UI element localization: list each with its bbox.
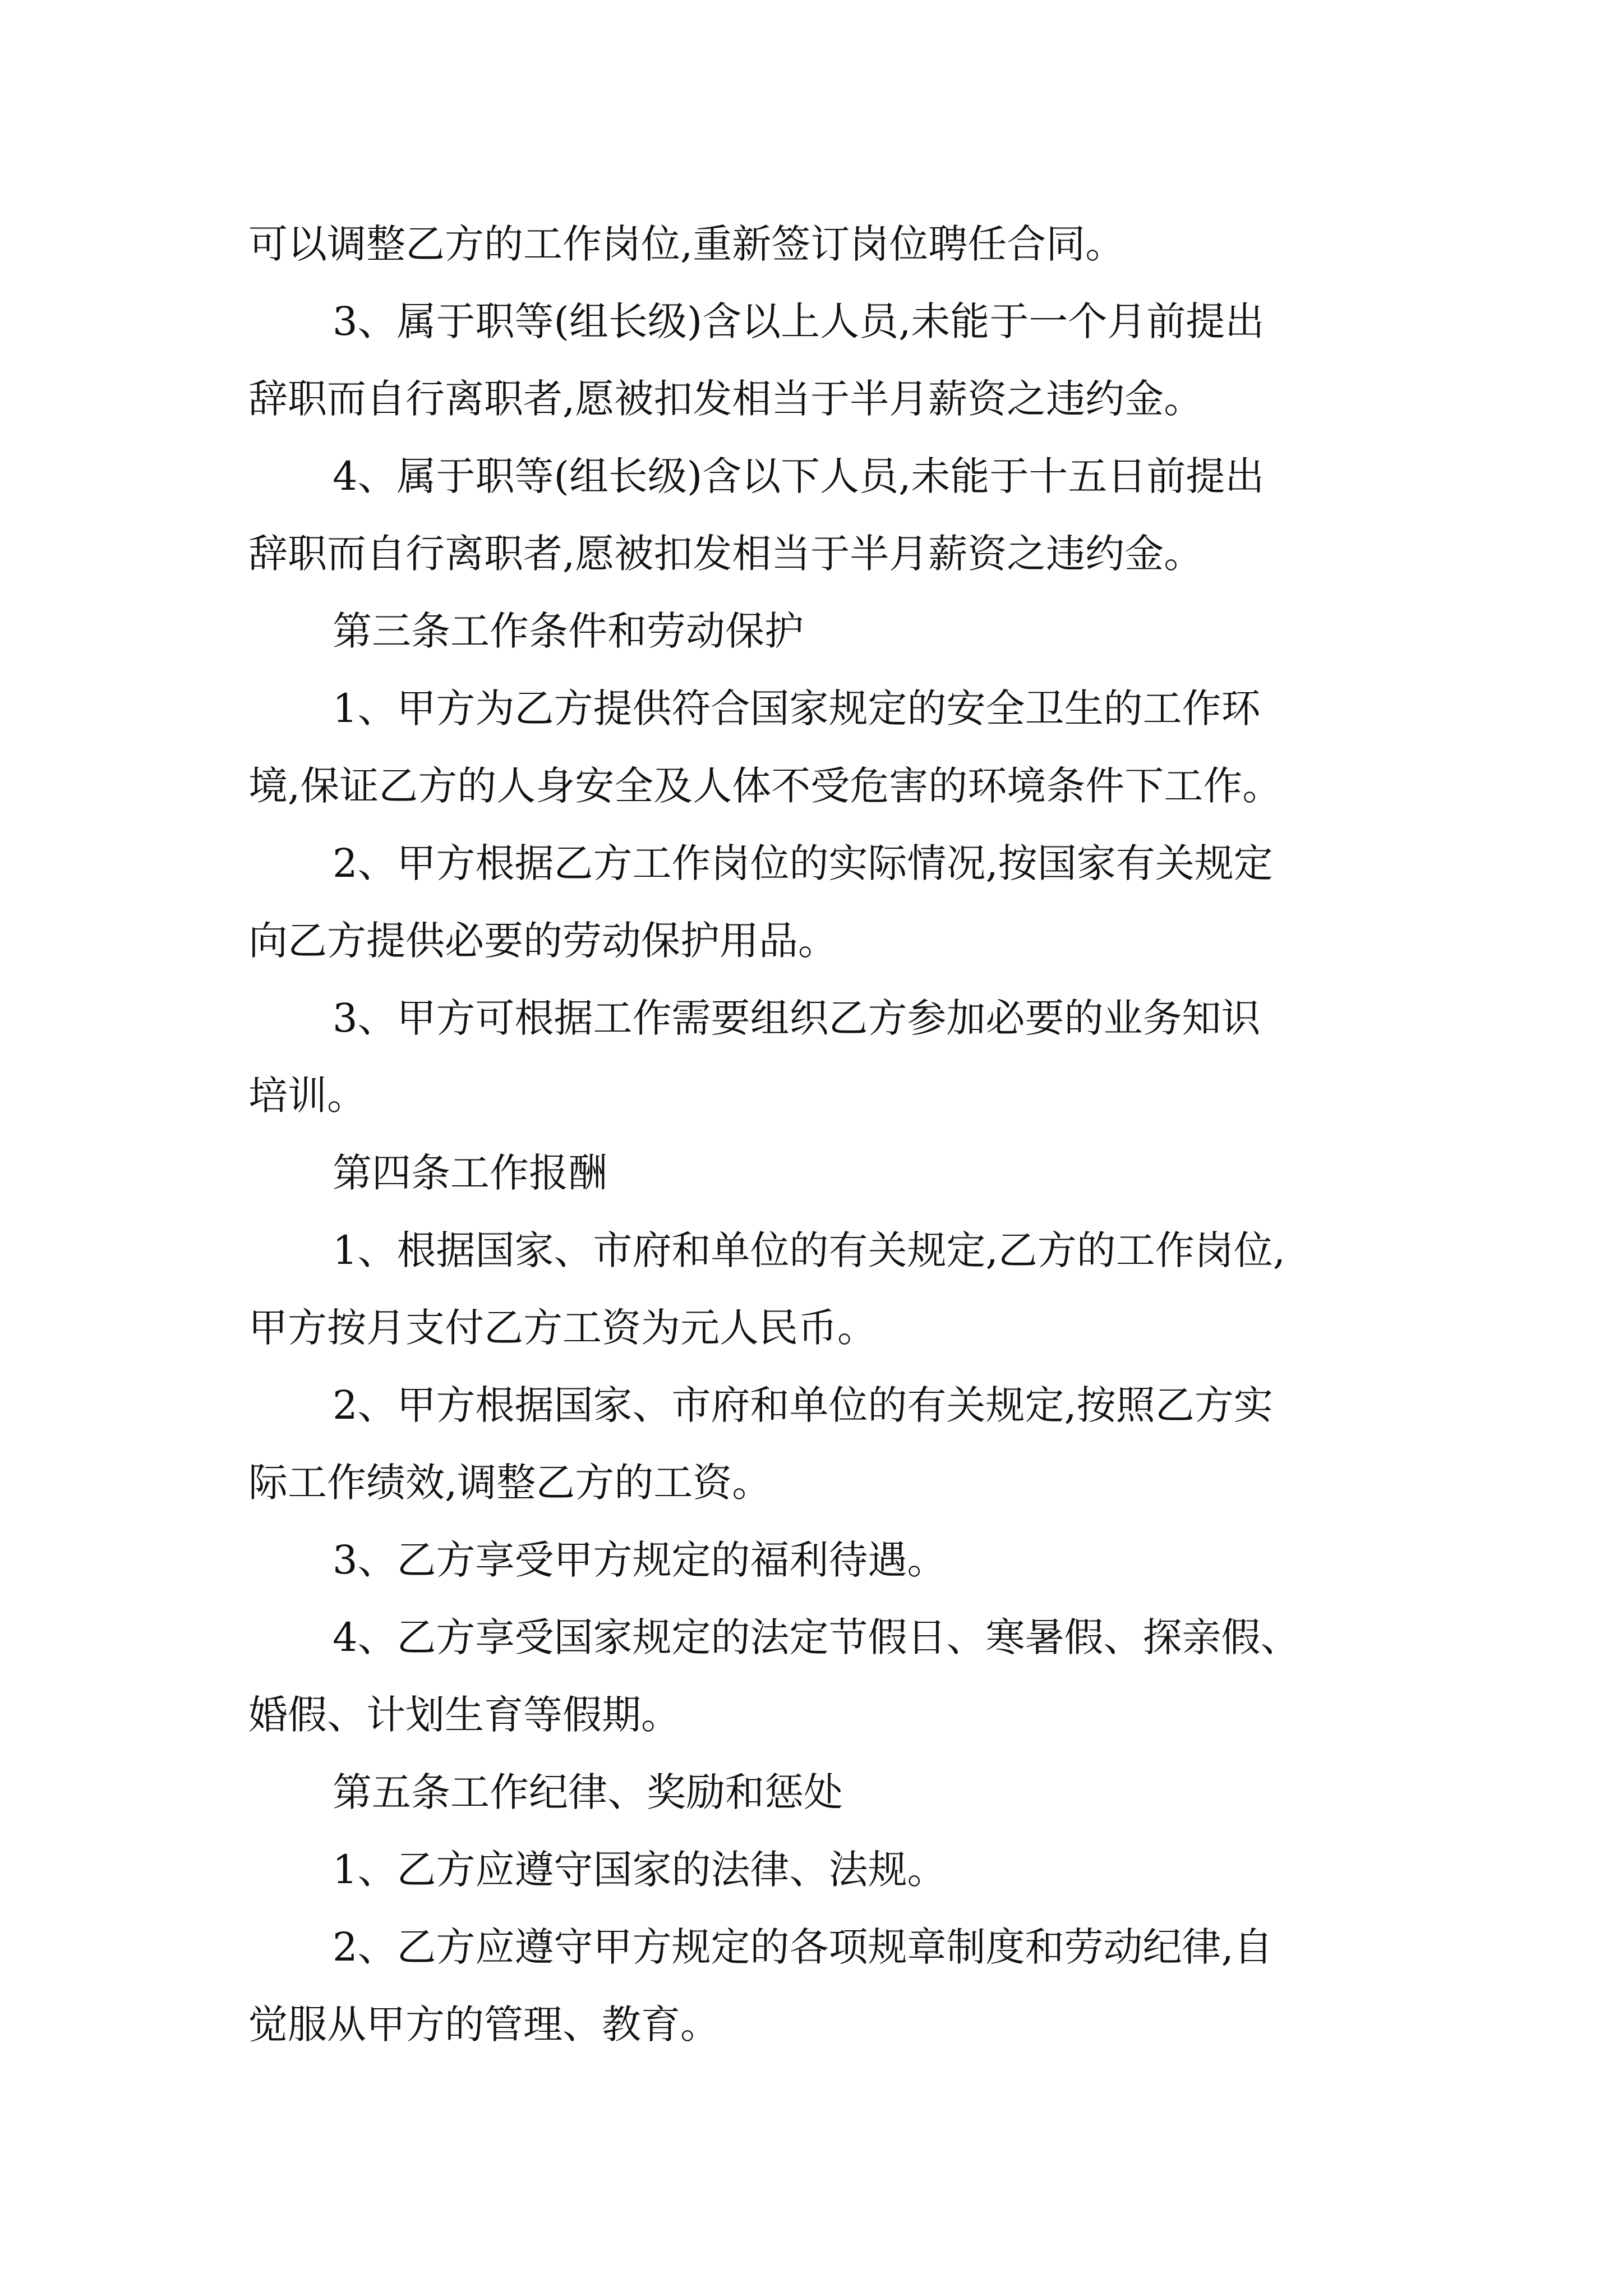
- section-heading: 第四条工作报酬: [333, 1150, 607, 1196]
- document-body: [248, 205, 1393, 2063]
- text-line: 辞职而自行离职者,愿被扣发相当于半月薪资之违约金。: [248, 531, 1204, 577]
- text-line: 4、乙方享受国家规定的法定节假日、寒暑假、探亲假、: [333, 1614, 1300, 1660]
- text-line: 1、甲方为乙方提供符合国家规定的安全卫生的工作环: [333, 685, 1261, 731]
- text-line: 觉服从甲方的管理、教育。: [248, 2001, 720, 2047]
- text-line: 向乙方提供必要的劳动保护用品。: [248, 918, 837, 964]
- text-line: 辞职而自行离职者,愿被扣发相当于半月薪资之违约金。: [248, 376, 1204, 422]
- text-line: 3、甲方可根据工作需要组织乙方参加必要的业务知识: [333, 995, 1261, 1041]
- text-line: 4、属于职等(组长级)含以下人员,未能于十五日前提出: [333, 453, 1265, 499]
- section-heading: 第五条工作纪律、奖励和惩处: [333, 1769, 843, 1815]
- text-line: 1、乙方应遵守国家的法律、法规。: [333, 1847, 947, 1893]
- text-line: 可以调整乙方的工作岗位,重新签订岗位聘任合同。: [248, 221, 1125, 267]
- text-line: 2、甲方根据乙方工作岗位的实际情况,按国家有关规定: [333, 840, 1273, 886]
- text-line: 际工作绩效,调整乙方的工资。: [248, 1460, 772, 1506]
- text-line: 3、属于职等(组长级)含以上人员,未能于一个月前提出: [333, 298, 1265, 344]
- section-heading: 第三条工作条件和劳动保护: [333, 608, 804, 654]
- text-line: 2、乙方应遵守甲方规定的各项规章制度和劳动纪律,自: [333, 1924, 1273, 1970]
- text-line: 培训。: [248, 1073, 366, 1119]
- text-line: 3、乙方享受甲方规定的福利待遇。: [333, 1537, 947, 1583]
- text-line: 境,保证乙方的人身安全及人体不受危害的环境条件下工作。: [248, 763, 1282, 809]
- text-line: 1、根据国家、市府和单位的有关规定,乙方的工作岗位,: [333, 1227, 1286, 1273]
- text-line: 2、甲方根据国家、市府和单位的有关规定,按照乙方实: [333, 1382, 1273, 1428]
- text-line: 甲方按月支付乙方工资为元人民币。: [248, 1305, 877, 1351]
- text-line: 婚假、计划生育等假期。: [248, 1692, 680, 1738]
